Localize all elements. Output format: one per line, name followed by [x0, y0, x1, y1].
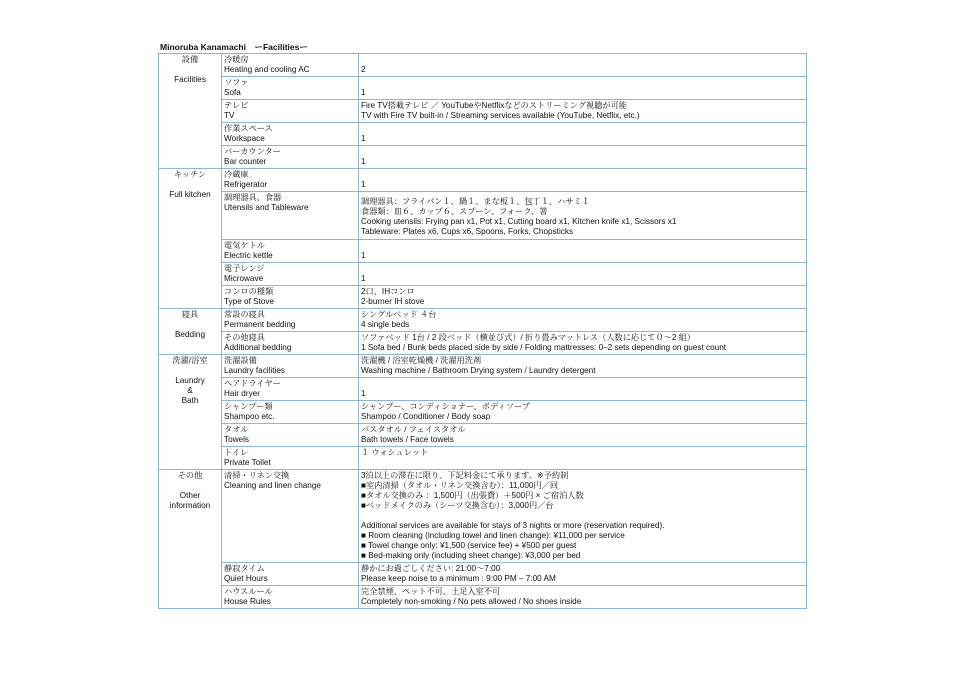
category-label-en-1: Other: [179, 491, 201, 500]
item-label-jp: 冷暖房: [224, 55, 249, 64]
item-label-en: Refrigerator: [224, 180, 268, 189]
item-label-en: Heating and cooling AC: [224, 65, 310, 74]
item-label: [222, 401, 359, 424]
item-label-jp: 調理器具、食器: [224, 193, 282, 202]
table-row: [159, 355, 807, 378]
item-value: [359, 146, 807, 169]
category-label-en-2: information: [169, 501, 211, 510]
value-line: ■ Bed-making only (including sheet change): ¥3,000 per bed: [361, 551, 581, 560]
item-label-jp: 洗濯設備: [224, 356, 257, 365]
item-label-jp: ハウスルール: [224, 587, 273, 596]
item-label-jp: その他寝具: [224, 333, 265, 342]
item-label-jp: ソファ: [224, 78, 249, 87]
category-label-en: Facilities: [174, 75, 206, 84]
value-line: [361, 241, 804, 251]
item-label: [222, 100, 359, 123]
category-cell: [159, 54, 222, 169]
item-label-en: Bar counter: [224, 157, 267, 166]
value-line: TV with Fire TV built-in / Streaming services available (YouTube, Netflix, etc.): [361, 111, 640, 120]
value-line: シングルベッド ４台: [361, 310, 437, 319]
value-line: 1: [361, 88, 366, 97]
category-cell: [159, 355, 222, 470]
item-value: [359, 586, 807, 609]
item-label-en: Cleaning and linen change: [224, 481, 321, 490]
item-label-jp: テレビ: [224, 101, 249, 110]
item-value: [359, 332, 807, 355]
value-line: 1: [361, 134, 366, 143]
value-line: １ ウォシュレット: [361, 448, 429, 457]
value-line: [361, 78, 804, 88]
table-row: [159, 54, 807, 77]
value-line: [361, 379, 804, 389]
item-value: [359, 77, 807, 100]
item-label-jp: 清掃・リネン交換: [224, 471, 290, 480]
item-label: [222, 309, 359, 332]
item-label-en: Permanent bedding: [224, 320, 296, 329]
table-row: [159, 286, 807, 309]
item-label-jp: 作業スペース: [224, 124, 273, 133]
table-row: [159, 100, 807, 123]
table-row: [159, 146, 807, 169]
item-value: [359, 309, 807, 332]
item-label-en: Shampoo etc.: [224, 412, 275, 421]
item-value: [359, 169, 807, 192]
table-row: [159, 563, 807, 586]
item-value: [359, 355, 807, 378]
value-line: Cooking utensils: Frying pan x1, Pot x1, Cutting board x1, Kitchen knife x1, Scissors x1: [361, 217, 677, 226]
value-line: ■室内清掃（タオル・リネン交換含む）：11,000円／回: [361, 481, 559, 490]
item-label-jp: トイレ: [224, 448, 249, 457]
item-label: [222, 332, 359, 355]
value-line: 1: [361, 180, 366, 189]
item-label-en: Sofa: [224, 88, 241, 97]
value-line: ■タオル交換のみ ：1,500円（出張費）＋500円 × ご宿泊人数: [361, 491, 584, 500]
value-line: 静かにお過ごしください: 21:00～7:00: [361, 564, 501, 573]
item-label-en: Type of Stove: [224, 297, 275, 306]
value-line: ■ Towel change only: ¥1,500 (service fee) + ¥500 per guest: [361, 541, 577, 550]
category-cell: [159, 169, 222, 309]
item-label-jp: 常設の寝具: [224, 310, 265, 319]
item-value: [359, 424, 807, 447]
value-line: 1: [361, 251, 366, 260]
item-label: [222, 169, 359, 192]
category-label-en-3: Bath: [181, 396, 199, 405]
value-line: Shampoo / Conditioner / Body soap: [361, 412, 491, 421]
item-value: [359, 401, 807, 424]
value-line: Additional services are available for stays of 3 nights or more (reservation required).: [361, 521, 665, 530]
table-row: [159, 169, 807, 192]
value-line: 1 Sofa bed / Bunk beds placed side by side / Folding mattresses: 0–2 sets depending on guest count: [361, 343, 727, 352]
value-line: 4 single beds: [361, 320, 410, 329]
value-line: ■ベッドメイクのみ（シーツ交換含む）：3,000円／台: [361, 501, 554, 510]
item-label: [222, 54, 359, 77]
item-label: [222, 378, 359, 401]
facilities-table: [158, 53, 807, 609]
value-line: [361, 55, 804, 65]
value-line: [361, 511, 804, 521]
value-line: Fire TV搭載テレビ ／ YouTubeやNetflixなどのストリーミング視聴が可能: [361, 101, 627, 110]
item-label-en: Hair dryer: [224, 389, 260, 398]
item-label-en: Laundry facilities: [224, 366, 285, 375]
table-row: [159, 401, 807, 424]
category-label-jp: キッチン: [173, 170, 207, 179]
item-label-en: Utensils and Tableware: [224, 203, 309, 212]
table-row: [159, 123, 807, 146]
value-line: 2口、IHコンロ: [361, 287, 415, 296]
item-label: [222, 424, 359, 447]
category-label-jp: 設備: [181, 55, 199, 64]
item-label-en: Quiet Hours: [224, 574, 268, 583]
item-label-en: House Rules: [224, 597, 271, 606]
item-label-jp: 静寂タイム: [224, 564, 265, 573]
item-label: [222, 123, 359, 146]
table-row: [159, 77, 807, 100]
item-label-jp: 電気ケトル: [224, 241, 265, 250]
item-label-en: TV: [224, 111, 235, 120]
value-line: Please keep noise to a minimum : 9:00 PM – 7:00 AM: [361, 574, 556, 583]
table-row: [159, 378, 807, 401]
table-row: [159, 586, 807, 609]
item-value: [359, 378, 807, 401]
item-label: [222, 563, 359, 586]
category-label-en: Full kitchen: [169, 190, 211, 199]
item-value: [359, 100, 807, 123]
table-row: [159, 263, 807, 286]
item-value: [359, 470, 807, 563]
value-line: 洗濯機 / 浴室乾燥機 / 洗濯用洗剤: [361, 356, 482, 365]
category-label-en: Bedding: [174, 330, 206, 339]
item-label-en: Electric kettle: [224, 251, 273, 260]
value-line: Washing machine / Bathroom Drying system / Laundry detergent: [361, 366, 596, 375]
value-line: [361, 170, 804, 180]
value-line: [361, 124, 804, 134]
item-label: [222, 355, 359, 378]
item-label-jp: タオル: [224, 425, 249, 434]
item-label-jp: コンロの種類: [224, 287, 274, 296]
table-row: [159, 240, 807, 263]
table-row: [159, 424, 807, 447]
value-line: ■ Room cleaning (including towel and linen change): ¥11,000 per service: [361, 531, 625, 540]
item-label-en: Private Toilet: [224, 458, 271, 467]
table-row: [159, 332, 807, 355]
category-cell: [159, 470, 222, 609]
item-value: [359, 123, 807, 146]
item-label: [222, 240, 359, 263]
category-label-jp: その他: [177, 471, 203, 480]
table-row: [159, 192, 807, 240]
item-label-jp: 冷蔵庫: [224, 170, 249, 179]
item-label: [222, 286, 359, 309]
value-line: [361, 458, 804, 468]
category-label-en-1: Laundry: [175, 376, 205, 385]
category-label-jp: 洗濯/浴室: [172, 356, 208, 365]
item-label: [222, 192, 359, 240]
value-line: [361, 147, 804, 157]
item-value: [359, 192, 807, 240]
value-line: ソファベッド 1台 / 2 段ベッド（横並び式）/ 折り畳みマットレス（人数に応じて０～2 組）: [361, 333, 696, 342]
value-line: Bath towels / Face towels: [361, 435, 454, 444]
category-cell: [159, 309, 222, 355]
facilities-table-body: [159, 54, 807, 609]
value-line: 3泊以上の滞在に限り、下記料金にて承ります。※予約制: [361, 471, 569, 480]
value-line: 完全禁煙、ペット不可、土足入室不可: [361, 587, 501, 596]
item-label-en: Additional bedding: [224, 343, 292, 352]
item-label: [222, 263, 359, 286]
value-line: Completely non-smoking / No pets allowed / No shoes inside: [361, 597, 582, 606]
value-line: 1: [361, 157, 366, 166]
table-row: [159, 309, 807, 332]
item-label-jp: 電子レンジ: [224, 264, 265, 273]
item-label-jp: シャンプー類: [224, 402, 273, 411]
category-label-jp: 寝具: [181, 310, 199, 319]
item-value: [359, 263, 807, 286]
value-line: バスタオル / フェイスタオル: [361, 425, 466, 434]
item-label-en: Microwave: [224, 274, 264, 283]
item-label-jp: バーカウンター: [224, 147, 281, 156]
item-label-en: Workspace: [224, 134, 265, 143]
item-value: [359, 563, 807, 586]
item-label: [222, 447, 359, 470]
item-value: [359, 240, 807, 263]
item-label: [222, 146, 359, 169]
item-label-jp: ヘアドライヤー: [224, 379, 281, 388]
table-row: [159, 447, 807, 470]
item-value: [359, 447, 807, 470]
value-line: [361, 264, 804, 274]
value-line: 食器類：皿６、カップ６、スプーン、フォーク、箸: [361, 207, 548, 216]
item-value: [359, 54, 807, 77]
item-label-en: Towels: [224, 435, 250, 444]
value-line: 調理器具：フライパン１、鍋１、まな板１、包丁１、ハサミ１: [361, 197, 590, 206]
page-title: Minoruba Kanamachi ーFacilitiesー: [160, 42, 308, 52]
value-line: 2: [361, 65, 366, 74]
category-label-en-2: &: [187, 386, 193, 395]
value-line: 1: [361, 274, 366, 283]
item-label: [222, 77, 359, 100]
value-line: 1: [361, 389, 366, 398]
item-label: [222, 586, 359, 609]
table-row: [159, 470, 807, 563]
item-label: [222, 470, 359, 563]
value-line: 2-burner IH stove: [361, 297, 425, 306]
value-line: シャンプー、コンディショナー、ボディソープ: [361, 402, 530, 411]
value-line: Tableware: Plates x6, Cups x6, Spoons, Forks, Chopsticks: [361, 227, 574, 236]
item-value: [359, 286, 807, 309]
